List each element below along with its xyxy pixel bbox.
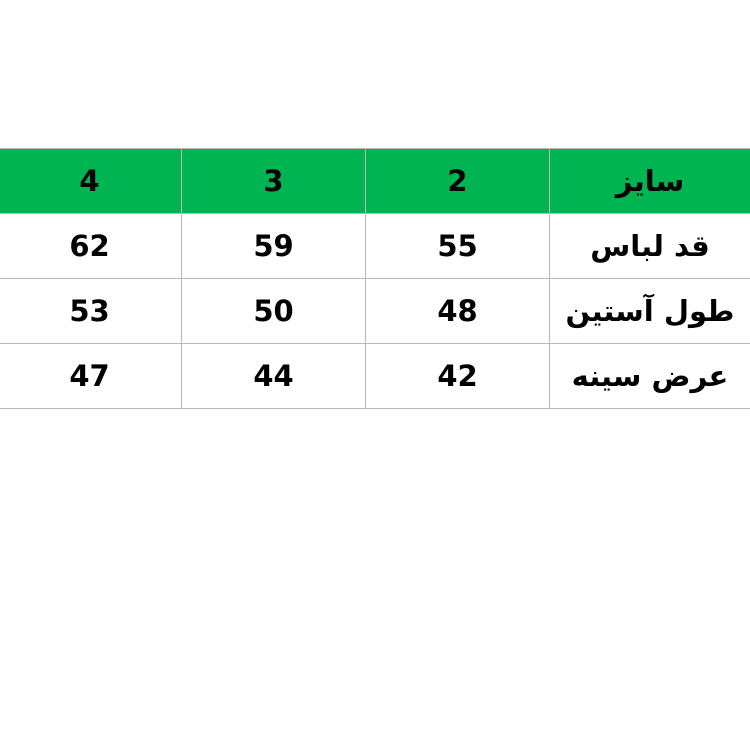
cell-chest-width-size-2: 42 [366,344,550,409]
size-table-body [0,214,750,409]
size-table [0,148,750,409]
cell-chest-width-size-3: 44 [182,344,366,409]
row-label-sleeve-length: طول آستین [550,279,750,344]
table-row [0,344,750,409]
cell-dress-length-size-4: 62 [0,214,182,279]
header-size-label: سایز [550,149,750,214]
size-table-head [0,149,750,214]
table-row [0,214,750,279]
cell-sleeve-length-size-2: 48 [366,279,550,344]
header-size-4: 4 [0,149,182,214]
cell-chest-width-size-4: 47 [0,344,182,409]
table-row [0,279,750,344]
header-size-3: 3 [182,149,366,214]
cell-dress-length-size-3: 59 [182,214,366,279]
cell-sleeve-length-size-4: 53 [0,279,182,344]
header-size-2: 2 [366,149,550,214]
size-table-container [0,148,750,409]
cell-sleeve-length-size-3: 50 [182,279,366,344]
table-header-row [0,149,750,214]
cell-dress-length-size-2: 55 [366,214,550,279]
row-label-chest-width: عرض سینه [550,344,750,409]
row-label-dress-length: قد لباس [550,214,750,279]
